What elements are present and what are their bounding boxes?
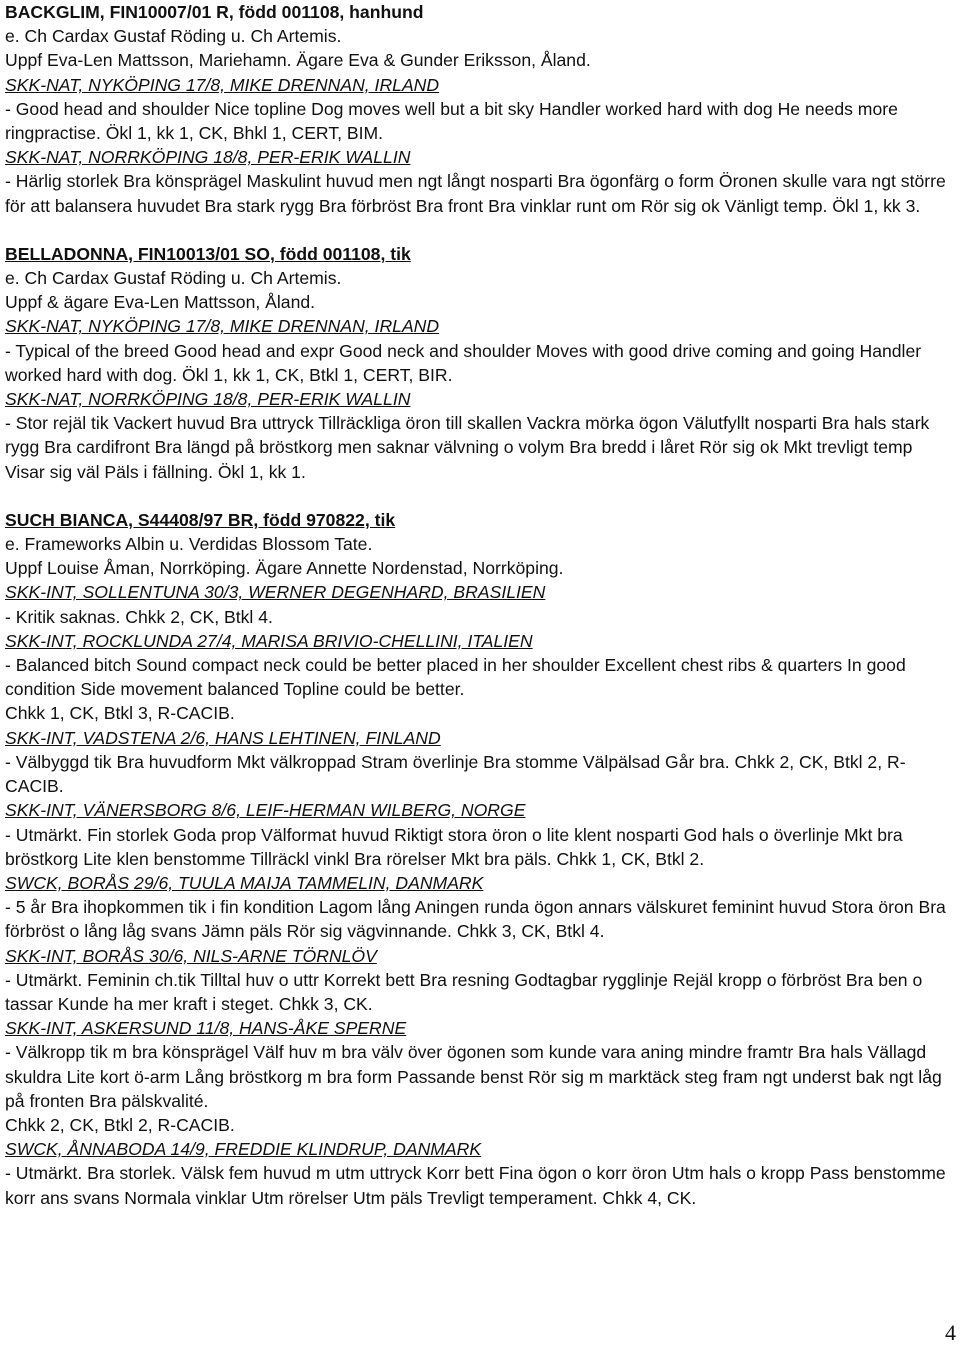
show-title: SKK-NAT, NORRKÖPING 18/8, PER-ERIK WALLIN bbox=[5, 147, 411, 168]
critique-text: - Utmärkt. Fin storlek Goda prop Välformat huvud Riktigt stora öron o lite klent nosparti God hals o överlinje Mkt bra bröstkorg Lite klen benstomme Tillräckl vinkl Bra rörelser Mkt bra päls. Chkk 1, CK, Btkl 2. bbox=[5, 824, 903, 869]
dog-entry-belladonna bbox=[5, 242, 955, 484]
critique-text: - Välkropp tik m bra könsprägel Välf huv m bra välv över ögonen som kunde vara aning mindre framtr Bra hals Vällagd skuldra Lite kort ö-arm Lång bröstkorg m bra form Passande benst Rör sig m marktäck steg fram ngt underst bak ngt låg på fronten Bra pälskvalité. bbox=[5, 1042, 942, 1111]
critique-text: - Typical of the breed Good head and expr Good neck and shoulder Moves with good drive coming and going Handler worked hard with dog. Ökl 1, kk 1, CK, Btkl 1, CERT, BIR. bbox=[5, 340, 922, 385]
dog-entry-backglim bbox=[5, 0, 955, 218]
show-title: SKK-INT, VÄNERSBORG 8/6, LEIF-HERMAN WILBERG, NORGE bbox=[5, 800, 526, 821]
show-title: SKK-INT, VADSTENA 2/6, HANS LEHTINEN, FINLAND bbox=[5, 727, 441, 748]
critique-text: - Utmärkt. Feminin ch.tik Tilltal huv o uttr Korrekt bett Bra resning Godtagbar rygglinje Rejäl kropp o förbröst Bra ben o tassar Kunde ha mer kraft i steget. Chkk 3, CK. bbox=[5, 969, 923, 1014]
show-title: SKK-NAT, NORRKÖPING 18/8, PER-ERIK WALLIN bbox=[5, 389, 411, 410]
show-title: SWCK, BORÅS 29/6, TUULA MAIJA TAMMELIN, DANMARK bbox=[5, 872, 484, 893]
show-title: SKK-NAT, NYKÖPING 17/8, MIKE DRENNAN, IRLAND bbox=[5, 316, 440, 337]
breeder-owner-line: Uppf Eva-Len Mattsson, Mariehamn. Ägare Eva & Gunder Eriksson, Åland. bbox=[5, 50, 591, 71]
critique-text: - 5 år Bra ihopkommen tik i fin kondition Lagom lång Aningen runda ögon annars välskuret feminint huvud Stora öron Bra förbröst o lång låg svans Jämn päls Rör sig vägvinnande. Chkk 3, CK, Btkl 4. bbox=[5, 897, 946, 942]
critique-text: - Härlig storlek Bra könsprägel Maskulint huvud men ngt långt nosparti Bra ögonfärg o form Öronen skulle vara ngt större för att balansera huvudet Bra stark rygg Bra förbröst Bra front Bra vinklar runt om Rör sig ok Vänligt temp. Ökl 1, kk 3. bbox=[5, 171, 946, 216]
dog-entry-bianca bbox=[5, 508, 955, 1210]
breeder-owner-line: Uppf Louise Åman, Norrköping. Ägare Annette Nordenstad, Norrköping. bbox=[5, 558, 564, 579]
show-title: SKK-INT, ROCKLUNDA 27/4, MARISA BRIVIO-CHELLINI, ITALIEN bbox=[5, 630, 533, 651]
document-page bbox=[5, 0, 955, 1210]
critique-text: - Balanced bitch Sound compact neck could be better placed in her shoulder Excellent chest ribs & quarters In good condition Side movement balanced Topline could be better. bbox=[5, 655, 906, 700]
result-line: Chkk 2, CK, Btkl 2, R-CACIB. bbox=[5, 1114, 235, 1135]
critique-text: - Välbyggd tik Bra huvudform Mkt välkroppad Stram överlinje Bra stomme Välpälsad Går bra. Chkk 2, CK, Btkl 2, R-CACIB. bbox=[5, 751, 906, 797]
show-title: SKK-INT, BORÅS 30/6, NILS-ARNE TÖRNLÖV bbox=[5, 945, 377, 966]
show-title: SWCK, ÅNNABODA 14/9, FREDDIE KLINDRUP, DANMARK bbox=[5, 1139, 482, 1160]
dog-heading: BACKGLIM, FIN10007/01 R, född 001108, hanhund bbox=[5, 2, 424, 22]
dog-heading: SUCH BIANCA, S44408/97 BR, född 970822, tik bbox=[5, 509, 396, 530]
critique-text: - Kritik saknas. Chkk 2, CK, Btkl 4. bbox=[5, 606, 273, 627]
parents-line: e. Ch Cardax Gustaf Röding u. Ch Artemis. bbox=[5, 268, 342, 289]
critique-text: - Good head and shoulder Nice topline Dog moves well but a bit sky Handler worked hard with dog He needs more ringpractise. Ökl 1, kk 1, CK, Bhkl 1, CERT, BIM. bbox=[5, 98, 898, 144]
critique-text: - Stor rejäl tik Vackert huvud Bra uttryck Tillräckliga öron till skallen Vackra mörka ögon Välutfyllt nosparti Bra hals stark rygg Bra cardifront Bra längd på bröstkorg men saknar välvning o volym Bra bredd i låret Rör sig ok Mkt trevligt temp Visar sig väl Päls i fällning. Ökl 1, kk 1. bbox=[5, 413, 930, 482]
dog-heading: BELLADONNA, FIN10013/01 SO, född 001108, tik bbox=[5, 243, 411, 264]
breeder-owner-line: Uppf & ägare Eva-Len Mattsson, Åland. bbox=[5, 292, 316, 313]
parents-line: e. Ch Cardax Gustaf Röding u. Ch Artemis. bbox=[5, 26, 342, 47]
critique-text: - Utmärkt. Bra storlek. Välsk fem huvud m utm uttryck Korr bett Fina ögon o korr öron Utm hals o kropp Pass benstomme korr ans svans Normala vinklar Utm rörelser Utm päls Trevligt temperament. Chkk 4, CK. bbox=[5, 1163, 946, 1208]
show-title: SKK-NAT, NYKÖPING 17/8, MIKE DRENNAN, IRLAND bbox=[5, 74, 440, 95]
result-line: Chkk 1, CK, Btkl 3, R-CACIB. bbox=[5, 703, 235, 724]
show-title: SKK-INT, SOLLENTUNA 30/3, WERNER DEGENHARD, BRASILIEN bbox=[5, 582, 546, 603]
page-number: 4 bbox=[945, 1320, 956, 1345]
parents-line: e. Frameworks Albin u. Verdidas Blossom Tate. bbox=[5, 534, 373, 555]
show-title: SKK-INT, ASKERSUND 11/8, HANS-ÅKE SPERNE bbox=[5, 1018, 407, 1039]
